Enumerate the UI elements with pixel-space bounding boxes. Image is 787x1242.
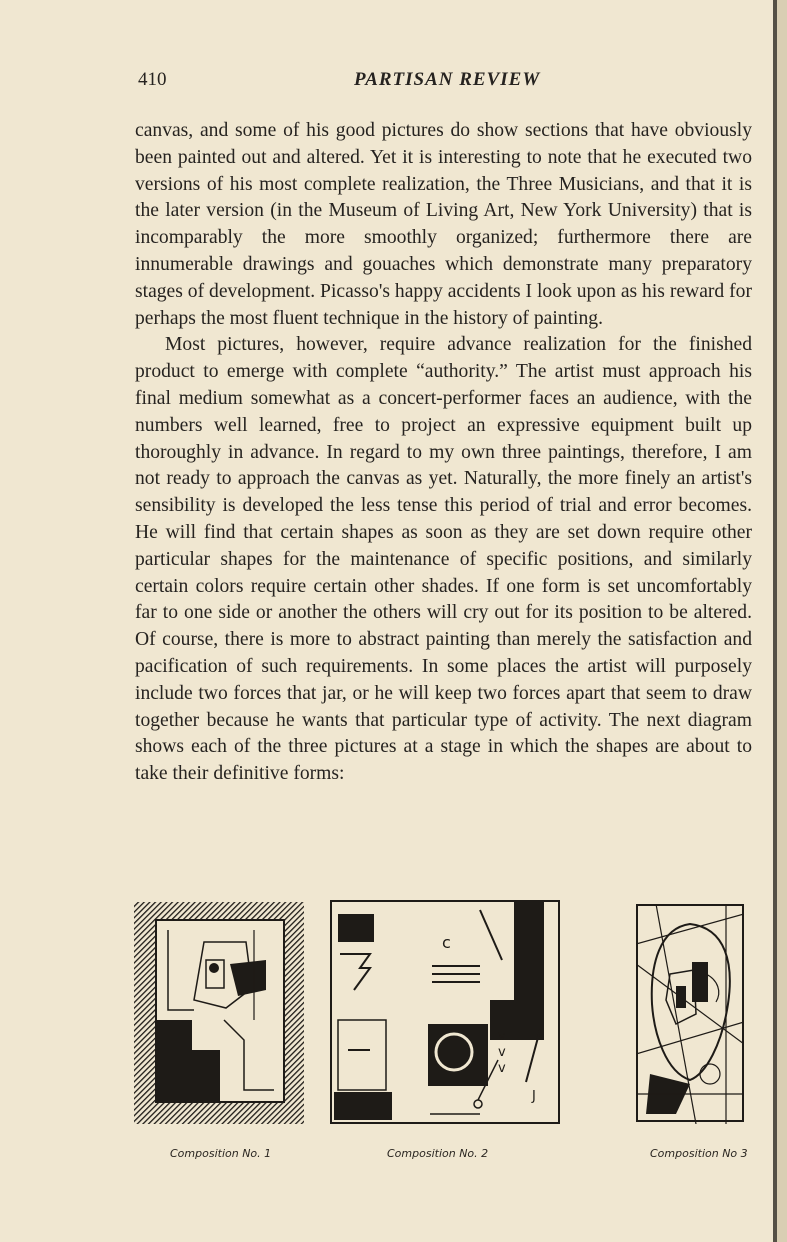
composition-3-drawing [636, 904, 744, 1124]
svg-text:v: v [498, 1029, 506, 1044]
svg-text:c: c [442, 933, 451, 952]
composition-2-drawing [330, 900, 560, 1126]
page-number: 410 [138, 69, 167, 90]
svg-text:v: v [498, 1061, 506, 1076]
body-text [135, 118, 752, 788]
paragraph-2: Most pictures, however, require advance realization for the finished product to emerge with complete “authority.” The artist must approach his final medium somewhat as a concert-performer faces an audience, with the numbers well learned, free to project an expressive equipment built up thoroughly in advance. In regard to my own three paintings, therefore, I am not ready to approach the canvas as yet. Naturally, the more finely an artist's sensibility is developed the less tense this period of trial and error becomes. He will find that certain shapes as soon as they are set down require other particular shapes for the maintenance of specific positions, and similarly certain colors require certain other shades. If one form is set uncomfortably far to one side or another the others will cry out for its position to be altered. Of course, there is more to abstract painting than merely the satisfaction and pacification of such requirements. In some places the artist will purposely include two forces that jar, or he will keep two forces apart that seem to draw together because he wants that particular type of activity. The next diagram shows each of the three pictures at a stage in which the shapes are about to take their definitive forms: [135, 334, 752, 785]
page-edge-shadow [777, 0, 787, 1242]
paragraph-1: canvas, and some of his good pictures do show sections that have obviously been painted out and altered. Yet it is interesting to note that he executed two versions of his most complete realization, the Three Musicians, and that it is the later version (in the Museum of Living Art, New York University) that is incomparably the more smoothly organized; furthermore there are innumerable drawings and gouaches which demonstrate many preparatory stages of development. Picasso's happy accidents I look upon as his reward for perhaps the most fluent technique in the history of painting. [135, 120, 752, 329]
caption-composition-3: Composition No 3 [650, 1147, 748, 1160]
journal-title: PARTISAN REVIEW [354, 69, 541, 90]
composition-1-drawing [134, 900, 304, 1124]
svg-text:v: v [498, 1045, 506, 1060]
caption-composition-1: Composition No. 1 [170, 1147, 272, 1160]
page-edge-line [773, 0, 777, 1242]
svg-text:J: J [532, 1089, 536, 1104]
running-header [138, 66, 758, 96]
caption-composition-2: Composition No. 2 [387, 1147, 489, 1160]
